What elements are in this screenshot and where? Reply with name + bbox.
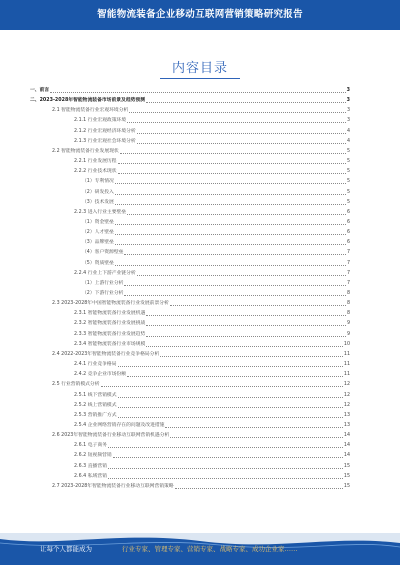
toc-entry-page: 3 — [346, 118, 350, 124]
toc-entry-title: 2.6.2 短视频营销 — [74, 453, 112, 459]
toc-entry-title: （3）品牌壁垒 — [82, 240, 114, 246]
toc-entry[interactable] — [52, 482, 350, 490]
toc-entry[interactable] — [52, 431, 350, 439]
toc-leader-dots — [124, 254, 346, 255]
toc-entry[interactable] — [82, 289, 350, 297]
toc-entry[interactable] — [74, 309, 350, 317]
toc-entry-title: 2.6 2023年智能物流装备行业移动互联网营销机遇分析 — [52, 433, 170, 439]
toc-entry-title: 2.1.1 行业宏观政策环境 — [74, 118, 127, 124]
toc-leader-dots — [115, 244, 346, 245]
toc-leader-dots — [170, 437, 343, 438]
toc-entry-title: 2.7 2023-2028年智能物流装备行业移动互联网营销策略 — [52, 483, 174, 489]
toc-leader-dots — [118, 173, 346, 174]
toc-entry[interactable] — [82, 238, 350, 246]
toc-entry-title: 2.2.3 进入行业主要壁垒 — [74, 209, 127, 215]
toc-leader-dots — [170, 305, 346, 306]
toc-entry[interactable] — [74, 462, 350, 470]
toc-entry-title: （1）专利情况 — [82, 179, 114, 185]
toc-entry-title: 二、2023-2028年智能物流装备市场前景及趋势预测 — [30, 98, 146, 104]
toc-leader-dots — [115, 194, 346, 195]
toc-leader-dots — [146, 102, 346, 103]
toc-entry-page: 3 — [346, 108, 350, 114]
toc-entry[interactable] — [74, 391, 350, 399]
toc-entry[interactable] — [82, 279, 350, 287]
toc-entry-title: 2.3.1 智能物流装备行业发展机遇 — [74, 311, 146, 317]
toc-entry[interactable] — [74, 116, 350, 124]
toc-entry-title: 2.5.2 线上营销模式 — [74, 402, 117, 408]
toc-leader-dots — [118, 397, 343, 398]
toc-entry[interactable] — [82, 248, 350, 256]
toc-leader-dots — [115, 234, 346, 235]
toc-leader-dots — [118, 417, 343, 418]
toc-entry[interactable] — [74, 370, 350, 378]
toc-entry-page: 5 — [346, 148, 350, 154]
toc-entry-page: 9 — [346, 321, 350, 327]
toc-entry[interactable] — [74, 330, 350, 338]
toc-leader-dots — [118, 366, 343, 367]
toc-leader-dots — [115, 224, 346, 225]
toc-title: 内容目录 — [171, 61, 228, 76]
toc-entry-title: 2.6.3 直播营销 — [74, 463, 107, 469]
toc-entry-page: 5 — [346, 189, 350, 195]
toc-entry-page: 11 — [343, 362, 350, 368]
toc-entry-title: 2.6.1 电子商务 — [74, 443, 107, 449]
toc-entry-page: 14 — [343, 433, 350, 439]
toc-entry-page: 6 — [346, 219, 350, 225]
toc-entry-title: 2.1.2 行业宏观经济环境分析 — [74, 128, 136, 134]
toc-entry-title: 2.4.1 行业竞争格局 — [74, 362, 117, 368]
toc-leader-dots — [120, 153, 346, 154]
toc-leader-dots — [108, 478, 343, 479]
toc-entry[interactable] — [74, 137, 350, 145]
toc-entry[interactable] — [74, 208, 350, 216]
toc-entry-title: 2.6.4 私域营销 — [74, 473, 107, 479]
toc-entry[interactable] — [74, 441, 350, 449]
toc-leader-dots — [115, 183, 346, 184]
toc-entry-title: 2.4.2 竞争企业市场份额 — [74, 372, 127, 378]
toc-entry-title: 2.2.2 行业技术现状 — [74, 169, 117, 175]
toc-leader-dots — [137, 143, 346, 144]
toc-entry[interactable] — [74, 157, 350, 165]
toc-entry-title: 2.4 2022-2023年智能物流装备行业竞争格局分析 — [52, 351, 160, 357]
toc-entry-page: 15 — [343, 483, 350, 489]
toc-entry-page: 13 — [343, 422, 350, 428]
toc-entry[interactable] — [82, 218, 350, 226]
toc-entry-page: 11 — [343, 372, 350, 378]
toc-entry[interactable] — [74, 421, 350, 429]
toc-leader-dots — [124, 285, 346, 286]
toc-entry-title: （3）技术发展 — [82, 199, 114, 205]
toc-entry-page: 15 — [343, 473, 350, 479]
toc-leader-dots — [165, 427, 342, 428]
toc-entry-page: 7 — [346, 270, 350, 276]
toc-entry-page: 8 — [346, 311, 350, 317]
toc-leader-dots — [108, 468, 343, 469]
toc-leader-dots — [146, 315, 346, 316]
toc-entry-page: 5 — [346, 179, 350, 185]
toc-entry-title: 2.3 2023-2028年中国智能物流装备行业发展前景分析 — [52, 301, 169, 307]
toc-entry-title: 2.1.3 行业宏观社会环境分析 — [74, 138, 136, 144]
toc-leader-dots — [127, 122, 346, 123]
toc-entry[interactable] — [74, 319, 350, 327]
toc-entry-title: 一、前言 — [30, 88, 50, 93]
toc-entry-page: 7 — [346, 260, 350, 266]
toc-entry-title: （5）资质壁垒 — [82, 260, 114, 266]
toc-entry-page: 7 — [346, 250, 350, 256]
toc-leader-dots — [146, 336, 346, 337]
toc-entry-title: 2.5 行业营销模式分析 — [52, 382, 100, 388]
toc-entry-title: 2.3.3 智能物流装备行业发展趋势 — [74, 331, 146, 337]
toc-leader-dots — [124, 295, 346, 296]
toc-entry[interactable] — [52, 350, 350, 358]
toc-entry[interactable] — [74, 451, 350, 459]
toc-entry[interactable] — [74, 167, 350, 175]
toc-entry-title: 2.5.4 企业网络营销存在的问题及改进措施 — [74, 422, 165, 428]
toc-entry-title: （4）客户资源壁垒 — [82, 250, 124, 256]
toc-entry-page: 6 — [346, 240, 350, 246]
toc-entry-title: 2.3.4 智能物流装备行业市场规模 — [74, 341, 146, 347]
toc-entry-page: 13 — [343, 412, 350, 418]
toc-entry-page: 4 — [346, 128, 350, 134]
toc-entry[interactable] — [82, 177, 350, 185]
toc-entry[interactable] — [82, 259, 350, 267]
toc-entry-title: （1）资金壁垒 — [82, 219, 114, 225]
toc-entry[interactable] — [74, 127, 350, 135]
toc-entry-title: （1）上游行业分析 — [82, 280, 124, 286]
toc-leader-dots — [113, 457, 343, 458]
toc-entry-title: 2.5.1 线下营销模式 — [74, 392, 117, 398]
toc-entry[interactable] — [74, 411, 350, 419]
toc-entry-page: 9 — [346, 331, 350, 337]
toc-entry-page: 12 — [343, 382, 350, 388]
report-title: 智能物流装备企业移动互联网营销策略研究报告 — [97, 9, 303, 20]
toc-entry-page: 3 — [346, 88, 350, 93]
toc-leader-dots — [115, 265, 346, 266]
toc-entry-page: 5 — [346, 169, 350, 175]
toc-entry-page: 5 — [346, 159, 350, 165]
toc-leader-dots — [160, 356, 343, 357]
toc-leader-dots — [129, 112, 346, 113]
toc-entry[interactable] — [30, 96, 350, 104]
table-of-contents — [0, 86, 400, 526]
toc-leader-dots — [50, 92, 345, 93]
toc-leader-dots — [118, 163, 346, 164]
toc-entry-title: 2.3.2 智能物流装备行业发展挑战 — [74, 321, 146, 327]
toc-entry[interactable] — [74, 472, 350, 480]
report-header — [0, 0, 400, 30]
toc-leader-dots — [137, 275, 346, 276]
toc-entry-title: 2.2.4 行业上下游产业链分析 — [74, 270, 136, 276]
toc-entry-page: 6 — [346, 230, 350, 236]
toc-leader-dots — [175, 488, 343, 489]
toc-leader-dots — [146, 325, 346, 326]
toc-entry-page: 15 — [343, 463, 350, 469]
toc-entry[interactable] — [52, 106, 350, 114]
toc-entry[interactable] — [30, 86, 350, 94]
toc-leader-dots — [115, 204, 346, 205]
toc-entry-page: 12 — [343, 402, 350, 408]
toc-entry-page: 3 — [346, 98, 350, 104]
toc-leader-dots — [118, 407, 343, 408]
toc-entry[interactable] — [82, 228, 350, 236]
toc-title-rule — [160, 78, 240, 79]
toc-entry-page: 14 — [343, 443, 350, 449]
page-footer — [0, 533, 400, 565]
toc-leader-dots — [108, 447, 343, 448]
toc-entry[interactable] — [82, 198, 350, 206]
toc-leader-dots — [137, 133, 346, 134]
toc-entry[interactable] — [52, 147, 350, 155]
toc-entry-title: 2.5.3 营销推广方式 — [74, 412, 117, 418]
toc-entry-page: 11 — [343, 351, 350, 357]
toc-entry-page: 7 — [346, 280, 350, 286]
toc-entry-title: 2.2.1 行业发展历程 — [74, 159, 117, 165]
toc-entry-page: 10 — [343, 341, 350, 347]
toc-entry-title: 2.2 智能物流装备行业发展现状 — [52, 148, 119, 154]
footer-tags: 行业专家、管理专家、营销专家、战略专家、成功企业家…… — [122, 545, 298, 553]
toc-entry-page: 8 — [346, 301, 350, 307]
toc-entry-page: 8 — [346, 291, 350, 296]
toc-leader-dots — [101, 386, 343, 387]
toc-entry[interactable] — [74, 340, 350, 348]
toc-leader-dots — [127, 376, 343, 377]
toc-entry-page: 4 — [346, 138, 350, 144]
toc-entry-page: 12 — [343, 392, 350, 398]
toc-leader-dots — [146, 346, 343, 347]
toc-entry-title: （2）人才壁垒 — [82, 230, 114, 236]
toc-entry[interactable] — [82, 188, 350, 196]
toc-entry-title: 2.1 智能物流装备行业宏观环境分析 — [52, 108, 129, 114]
toc-entry[interactable] — [74, 401, 350, 409]
toc-entry[interactable] — [52, 299, 350, 307]
toc-entry[interactable] — [74, 269, 350, 277]
toc-entry-page: 14 — [343, 453, 350, 459]
footer-slogan: 让每个人都能成为 — [40, 545, 92, 553]
toc-entry-title: （2）研发投入 — [82, 189, 114, 195]
toc-entry-page: 6 — [346, 209, 350, 215]
toc-entry[interactable] — [74, 360, 350, 368]
toc-entry-title: （2）下游行业分析 — [82, 291, 124, 296]
toc-entry-page: 5 — [346, 199, 350, 205]
toc-leader-dots — [127, 214, 346, 215]
toc-entry[interactable] — [52, 380, 350, 388]
